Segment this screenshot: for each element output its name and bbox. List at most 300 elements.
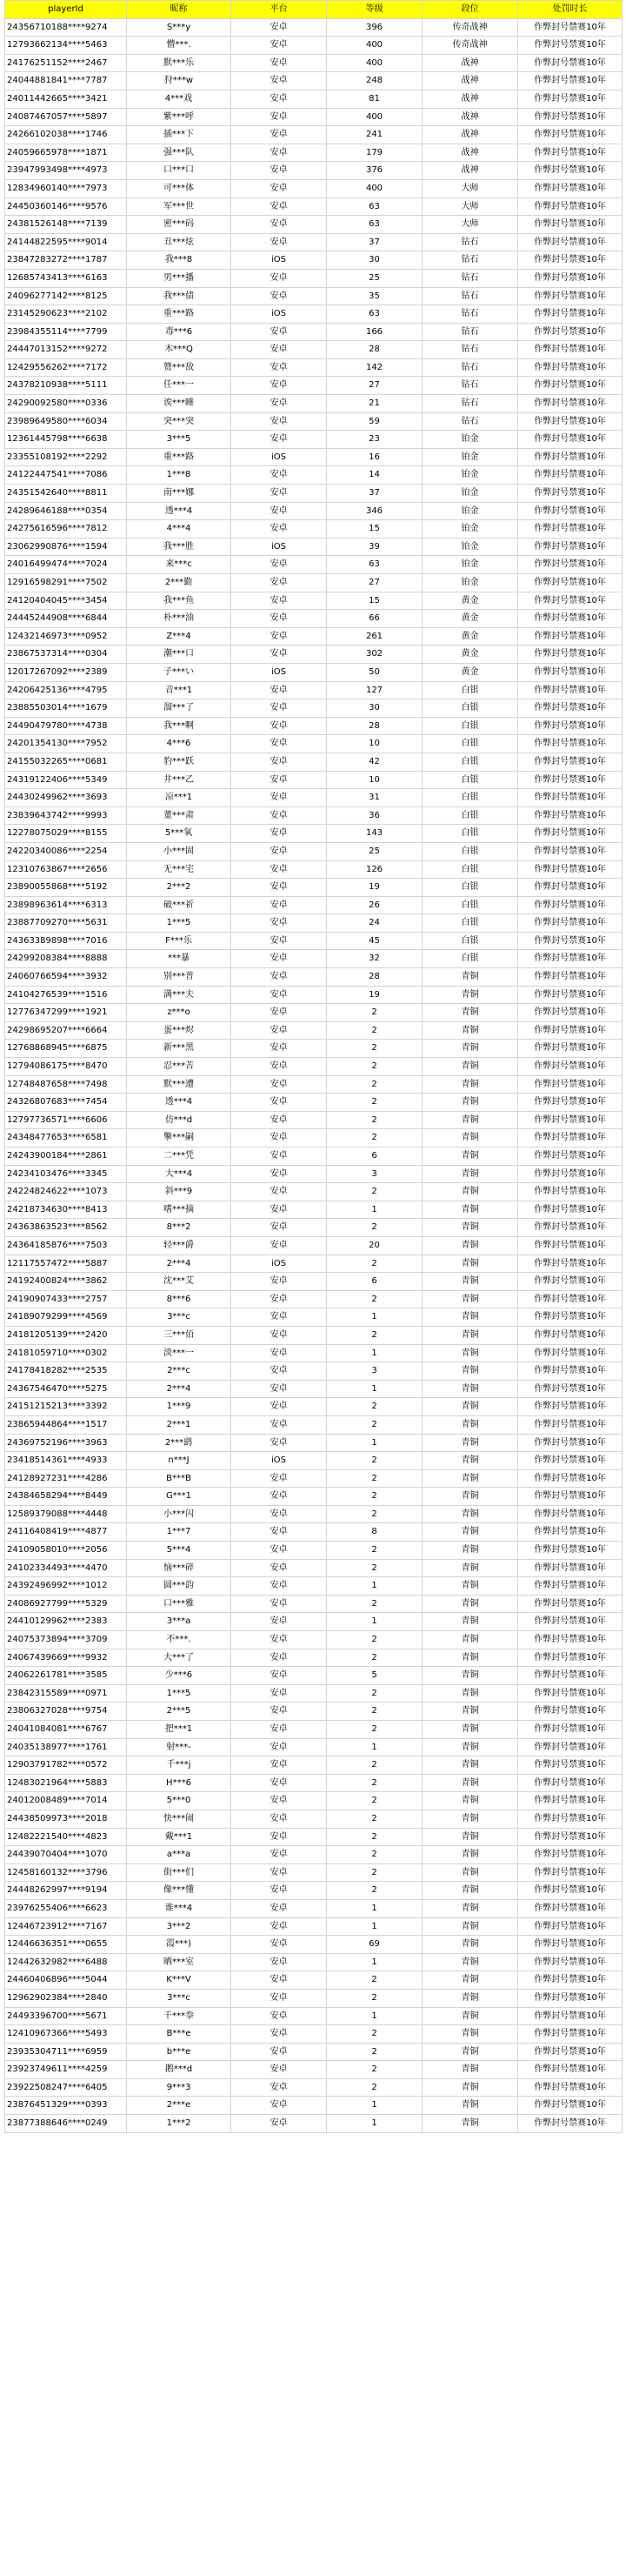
cell-penalty: 作弊封号禁赛10年 xyxy=(518,1398,623,1416)
table-row xyxy=(5,1577,623,1596)
cell-penalty: 作弊封号禁赛10年 xyxy=(518,197,623,216)
cell-rank: 黄金 xyxy=(423,610,518,628)
cell-level: 2 xyxy=(327,1846,423,1864)
cell-player-id: 24109058010****2056 xyxy=(5,1542,127,1560)
cell-nickname: 2***5 xyxy=(127,1703,231,1721)
cell-platform: 安卓 xyxy=(231,1559,327,1577)
table-row xyxy=(5,1721,623,1739)
cell-player-id: 24410129962****2383 xyxy=(5,1613,127,1631)
cell-rank: 青铜 xyxy=(423,1236,518,1255)
cell-player-id: 24144822595****9014 xyxy=(5,233,127,251)
cell-platform: 安卓 xyxy=(231,2043,327,2061)
cell-rank: 白银 xyxy=(423,789,518,807)
cell-platform: 安卓 xyxy=(231,1308,327,1327)
cell-player-id: 24087467057****5897 xyxy=(5,108,127,126)
cell-platform: 安卓 xyxy=(231,2007,327,2025)
cell-rank: 青铜 xyxy=(423,1774,518,1792)
cell-player-id: 24044881841****7787 xyxy=(5,72,127,90)
cell-rank: 青铜 xyxy=(423,2025,518,2044)
cell-platform: 安卓 xyxy=(231,735,327,753)
table-row xyxy=(5,1290,623,1308)
cell-level: 2 xyxy=(327,1398,423,1416)
cell-player-id: 12310763867****2656 xyxy=(5,860,127,879)
cell-nickname: 大***4 xyxy=(127,1165,231,1183)
cell-level: 1 xyxy=(327,2115,423,2133)
cell-penalty: 作弊封号禁赛10年 xyxy=(518,520,623,539)
cell-nickname: 3***2 xyxy=(127,1917,231,1936)
cell-rank: 青铜 xyxy=(423,1344,518,1362)
cell-level: 30 xyxy=(327,699,423,718)
cell-penalty: 作弊封号禁赛10年 xyxy=(518,932,623,950)
cell-nickname: 紫***呼 xyxy=(127,108,231,126)
table-row xyxy=(5,287,623,305)
cell-platform: 安卓 xyxy=(231,825,327,843)
cell-nickname: 强***队 xyxy=(127,144,231,162)
cell-player-id: 24460406896****5044 xyxy=(5,1971,127,1990)
cell-platform: 安卓 xyxy=(231,1971,327,1990)
cell-level: 261 xyxy=(327,627,423,646)
cell-platform: 安卓 xyxy=(231,968,327,987)
cell-penalty: 作弊封号禁赛10年 xyxy=(518,305,623,324)
cell-player-id: 12797736571****6606 xyxy=(5,1111,127,1129)
cell-nickname: 8***2 xyxy=(127,1219,231,1237)
cell-player-id: 24192400824****3862 xyxy=(5,1273,127,1291)
cell-player-id: 24266102038****1746 xyxy=(5,126,127,144)
cell-nickname: 鹅***d xyxy=(127,2061,231,2079)
table-row xyxy=(5,2115,623,2133)
cell-player-id: 24178418282****2535 xyxy=(5,1362,127,1381)
cell-penalty: 作弊封号禁赛10年 xyxy=(518,1953,623,1971)
cell-penalty: 作弊封号禁赛10年 xyxy=(518,627,623,646)
cell-nickname: 赞***敌 xyxy=(127,358,231,377)
cell-penalty: 作弊封号禁赛10年 xyxy=(518,860,623,879)
cell-player-id: 12589379088****4448 xyxy=(5,1505,127,1523)
table-row xyxy=(5,950,623,968)
cell-level: 2 xyxy=(327,2043,423,2061)
table-row xyxy=(5,412,623,431)
cell-platform: 安卓 xyxy=(231,1953,327,1971)
cell-platform: 安卓 xyxy=(231,2097,327,2115)
table-row xyxy=(5,18,623,37)
cell-level: 21 xyxy=(327,395,423,413)
cell-level: 2 xyxy=(327,1971,423,1990)
cell-player-id: 12117557472****5887 xyxy=(5,1255,127,1273)
cell-platform: 安卓 xyxy=(231,1004,327,1022)
cell-rank: 白银 xyxy=(423,699,518,718)
cell-nickname: 霞***) xyxy=(127,1936,231,1954)
cell-level: 5 xyxy=(327,1667,423,1685)
cell-penalty: 作弊封号禁赛10年 xyxy=(518,771,623,789)
cell-nickname: b***e xyxy=(127,2043,231,2061)
table-row xyxy=(5,1398,623,1416)
table-row xyxy=(5,90,623,108)
cell-nickname: 忍***苦 xyxy=(127,1058,231,1076)
cell-level: 14 xyxy=(327,466,423,485)
cell-player-id: 24438509973****2018 xyxy=(5,1810,127,1828)
cell-platform: iOS xyxy=(231,448,327,466)
table-row xyxy=(5,358,623,377)
cell-penalty: 作弊封号禁赛10年 xyxy=(518,556,623,574)
cell-rank: 青铜 xyxy=(423,1201,518,1219)
cell-rank: 青铜 xyxy=(423,2115,518,2133)
cell-penalty: 作弊封号禁赛10年 xyxy=(518,1810,623,1828)
cell-nickname: 小***固 xyxy=(127,842,231,860)
cell-platform: 安卓 xyxy=(231,646,327,664)
cell-penalty: 作弊封号禁赛10年 xyxy=(518,1308,623,1327)
cell-platform: 安卓 xyxy=(231,431,327,449)
cell-rank: 白银 xyxy=(423,753,518,771)
cell-rank: 青铜 xyxy=(423,2078,518,2097)
cell-rank: 青铜 xyxy=(423,1308,518,1327)
cell-level: 24 xyxy=(327,914,423,933)
cell-player-id: 24201354130****7952 xyxy=(5,735,127,753)
cell-platform: 安卓 xyxy=(231,1774,327,1792)
cell-penalty: 作弊封号禁赛10年 xyxy=(518,1613,623,1631)
cell-penalty: 作弊封号禁赛10年 xyxy=(518,1201,623,1219)
cell-platform: 安卓 xyxy=(231,896,327,914)
cell-player-id: 24356710188****9274 xyxy=(5,18,127,37)
cell-nickname: 4***戏 xyxy=(127,90,231,108)
table-row xyxy=(5,1703,623,1721)
column-header-platform: 平台 xyxy=(231,1,327,19)
cell-rank: 钻石 xyxy=(423,395,518,413)
cell-player-id: 24289646188****0354 xyxy=(5,502,127,520)
cell-player-id: 23989649580****6034 xyxy=(5,412,127,431)
table-row xyxy=(5,681,623,699)
table-row xyxy=(5,842,623,860)
cell-rank: 白银 xyxy=(423,771,518,789)
cell-penalty: 作弊封号禁赛10年 xyxy=(518,1721,623,1739)
cell-rank: 青铜 xyxy=(423,1147,518,1166)
cell-level: 20 xyxy=(327,1236,423,1255)
table-row xyxy=(5,1362,623,1381)
cell-penalty: 作弊封号禁赛10年 xyxy=(518,1792,623,1810)
cell-penalty: 作弊封号禁赛10年 xyxy=(518,18,623,37)
table-row xyxy=(5,1434,623,1452)
cell-penalty: 作弊封号禁赛10年 xyxy=(518,179,623,197)
cell-platform: 安卓 xyxy=(231,1989,327,2007)
cell-nickname: 轻***爵 xyxy=(127,1236,231,1255)
cell-rank: 战神 xyxy=(423,54,518,72)
cell-rank: 青铜 xyxy=(423,1165,518,1183)
cell-player-id: 24290092580****0336 xyxy=(5,395,127,413)
cell-level: 32 xyxy=(327,950,423,968)
cell-player-id: 12458160132****3796 xyxy=(5,1863,127,1882)
table-row xyxy=(5,1273,623,1291)
cell-platform: 安卓 xyxy=(231,1721,327,1739)
cell-rank: 白银 xyxy=(423,896,518,914)
cell-level: 28 xyxy=(327,717,423,735)
cell-player-id: 24102334493****4470 xyxy=(5,1559,127,1577)
cell-nickname: 8***6 xyxy=(127,1290,231,1308)
cell-rank: 青铜 xyxy=(423,1863,518,1882)
cell-platform: 安卓 xyxy=(231,269,327,287)
cell-player-id: 24016499474****7024 xyxy=(5,556,127,574)
table-row xyxy=(5,485,623,503)
cell-penalty: 作弊封号禁赛10年 xyxy=(518,1004,623,1022)
cell-player-id: 23885503014****1679 xyxy=(5,699,127,718)
cell-rank: 青铜 xyxy=(423,1415,518,1434)
table-row xyxy=(5,1631,623,1649)
cell-nickname: 2***4 xyxy=(127,1380,231,1398)
cell-level: 26 xyxy=(327,896,423,914)
cell-nickname: ***暴 xyxy=(127,950,231,968)
table-row xyxy=(5,1452,623,1470)
cell-penalty: 作弊封号禁赛10年 xyxy=(518,1040,623,1058)
cell-level: 166 xyxy=(327,323,423,341)
cell-penalty: 作弊封号禁赛10年 xyxy=(518,269,623,287)
cell-nickname: 插***下 xyxy=(127,126,231,144)
table-row xyxy=(5,377,623,395)
cell-nickname: 豹***跃 xyxy=(127,753,231,771)
table-row xyxy=(5,1129,623,1147)
cell-nickname: 大***了 xyxy=(127,1649,231,1667)
table-row xyxy=(5,1863,623,1882)
cell-rank: 青铜 xyxy=(423,2061,518,2079)
cell-player-id: 24181205139****2420 xyxy=(5,1326,127,1344)
cell-player-id: 23355108192****2292 xyxy=(5,448,127,466)
cell-penalty: 作弊封号禁赛10年 xyxy=(518,1846,623,1864)
cell-level: 2 xyxy=(327,1828,423,1846)
cell-platform: 安卓 xyxy=(231,377,327,395)
cell-platform: iOS xyxy=(231,663,327,681)
table-row xyxy=(5,1201,623,1219)
cell-rank: 钻石 xyxy=(423,305,518,324)
cell-nickname: 满***夫 xyxy=(127,986,231,1004)
cell-rank: 青铜 xyxy=(423,1094,518,1112)
cell-rank: 青铜 xyxy=(423,1021,518,1040)
cell-platform: 安卓 xyxy=(231,592,327,610)
table-row xyxy=(5,699,623,718)
cell-platform: 安卓 xyxy=(231,1613,327,1631)
cell-nickname: 晒***室 xyxy=(127,1953,231,1971)
cell-nickname: 不***. xyxy=(127,1631,231,1649)
cell-platform: 安卓 xyxy=(231,950,327,968)
table-row xyxy=(5,1255,623,1273)
cell-nickname: 恼***碎 xyxy=(127,1559,231,1577)
cell-rank: 黄金 xyxy=(423,663,518,681)
cell-rank: 白银 xyxy=(423,860,518,879)
cell-level: 2 xyxy=(327,1290,423,1308)
cell-platform: 安卓 xyxy=(231,1075,327,1094)
cell-player-id: 24490479780****4738 xyxy=(5,717,127,735)
table-row xyxy=(5,305,623,324)
cell-nickname: 无***宅 xyxy=(127,860,231,879)
cell-level: 45 xyxy=(327,932,423,950)
column-header-rank: 段位 xyxy=(423,1,518,19)
cell-nickname: 5***4 xyxy=(127,1542,231,1560)
cell-platform: iOS xyxy=(231,1452,327,1470)
cell-rank: 铂金 xyxy=(423,520,518,539)
cell-nickname: G***1 xyxy=(127,1488,231,1506)
table-row xyxy=(5,1183,623,1201)
cell-nickname: 任***一 xyxy=(127,377,231,395)
cell-nickname: 诶***睡 xyxy=(127,395,231,413)
cell-nickname: 射***- xyxy=(127,1738,231,1756)
cell-penalty: 作弊封号禁赛10年 xyxy=(518,1380,623,1398)
cell-nickname: 南***娜 xyxy=(127,485,231,503)
cell-player-id: 12916598291****7502 xyxy=(5,574,127,592)
cell-platform: 安卓 xyxy=(231,1595,327,1613)
table-row xyxy=(5,610,623,628)
cell-level: 2 xyxy=(327,2078,423,2097)
table-row xyxy=(5,556,623,574)
cell-platform: 安卓 xyxy=(231,1183,327,1201)
cell-platform: 安卓 xyxy=(231,681,327,699)
cell-level: 142 xyxy=(327,358,423,377)
table-row xyxy=(5,2043,623,2061)
cell-platform: 安卓 xyxy=(231,144,327,162)
cell-level: 2 xyxy=(327,1094,423,1112)
table-row xyxy=(5,646,623,664)
table-row xyxy=(5,108,623,126)
cell-rank: 大师 xyxy=(423,197,518,216)
cell-player-id: 24151215213****3392 xyxy=(5,1398,127,1416)
cell-nickname: 4***6 xyxy=(127,735,231,753)
column-header-penalty: 处罚时长 xyxy=(518,1,623,19)
table-row xyxy=(5,1326,623,1344)
cell-nickname: 圆***韵 xyxy=(127,1577,231,1596)
cell-penalty: 作弊封号禁赛10年 xyxy=(518,1971,623,1990)
cell-level: 2 xyxy=(327,1649,423,1667)
cell-level: 25 xyxy=(327,269,423,287)
cell-platform: 安卓 xyxy=(231,717,327,735)
column-header-player-id: playerId xyxy=(5,1,127,19)
cell-level: 127 xyxy=(327,681,423,699)
cell-rank: 铂金 xyxy=(423,466,518,485)
cell-level: 1 xyxy=(327,1953,423,1971)
table-row xyxy=(5,735,623,753)
cell-level: 19 xyxy=(327,986,423,1004)
cell-penalty: 作弊封号禁赛10年 xyxy=(518,1362,623,1381)
cell-platform: 安卓 xyxy=(231,341,327,359)
cell-nickname: 2***e xyxy=(127,2097,231,2115)
cell-level: 179 xyxy=(327,144,423,162)
table-row xyxy=(5,1684,623,1703)
cell-nickname: 我***债 xyxy=(127,287,231,305)
cell-player-id: 24218734630****8413 xyxy=(5,1201,127,1219)
cell-level: 69 xyxy=(327,1936,423,1954)
cell-platform: 安卓 xyxy=(231,466,327,485)
cell-rank: 青铜 xyxy=(423,1129,518,1147)
table-row xyxy=(5,879,623,897)
cell-nickname: 潮***口 xyxy=(127,646,231,664)
cell-platform: 安卓 xyxy=(231,860,327,879)
cell-player-id: 24190907433****2757 xyxy=(5,1290,127,1308)
cell-platform: 安卓 xyxy=(231,54,327,72)
cell-level: 1 xyxy=(327,1380,423,1398)
cell-level: 2 xyxy=(327,1810,423,1828)
table-row xyxy=(5,1613,623,1631)
cell-level: 23 xyxy=(327,431,423,449)
cell-level: 36 xyxy=(327,806,423,825)
cell-player-id: 24116408419****4877 xyxy=(5,1523,127,1542)
cell-player-id: 12482221540****4823 xyxy=(5,1828,127,1846)
cell-platform: 安卓 xyxy=(231,2061,327,2079)
cell-rank: 青铜 xyxy=(423,986,518,1004)
cell-player-id: 23839643742****9993 xyxy=(5,806,127,825)
cell-level: 2 xyxy=(327,1415,423,1434)
cell-rank: 青铜 xyxy=(423,1542,518,1560)
cell-player-id: 24299208384****8888 xyxy=(5,950,127,968)
cell-level: 2 xyxy=(327,1004,423,1022)
cell-player-id: 12278075029****8155 xyxy=(5,825,127,843)
cell-nickname: 口***雅 xyxy=(127,1595,231,1613)
cell-level: 2 xyxy=(327,1882,423,1900)
cell-platform: iOS xyxy=(231,538,327,556)
cell-rank: 钻石 xyxy=(423,287,518,305)
cell-penalty: 作弊封号禁赛10年 xyxy=(518,1147,623,1166)
cell-penalty: 作弊封号禁赛10年 xyxy=(518,54,623,72)
cell-platform: 安卓 xyxy=(231,1523,327,1542)
cell-platform: 安卓 xyxy=(231,1362,327,1381)
cell-penalty: 作弊封号禁赛10年 xyxy=(518,377,623,395)
cell-rank: 青铜 xyxy=(423,1738,518,1756)
cell-penalty: 作弊封号禁赛10年 xyxy=(518,1273,623,1291)
table-row xyxy=(5,914,623,933)
cell-player-id: 24348477653****6581 xyxy=(5,1129,127,1147)
cell-penalty: 作弊封号禁赛10年 xyxy=(518,896,623,914)
cell-nickname: 凉***1 xyxy=(127,789,231,807)
cell-player-id: 12962902384****2840 xyxy=(5,1989,127,2007)
cell-penalty: 作弊封号禁赛10年 xyxy=(518,2097,623,2115)
cell-player-id: 24326807683****7454 xyxy=(5,1094,127,1112)
cell-rank: 战神 xyxy=(423,162,518,180)
cell-nickname: 别***普 xyxy=(127,968,231,987)
cell-penalty: 作弊封号禁赛10年 xyxy=(518,90,623,108)
table-row xyxy=(5,1792,623,1810)
cell-platform: 安卓 xyxy=(231,1863,327,1882)
cell-nickname: 2***勤 xyxy=(127,574,231,592)
cell-player-id: 24128927231****4286 xyxy=(5,1469,127,1488)
cell-player-id: 24367546470****5275 xyxy=(5,1380,127,1398)
cell-penalty: 作弊封号禁赛10年 xyxy=(518,1863,623,1882)
cell-penalty: 作弊封号禁赛10年 xyxy=(518,1058,623,1076)
cell-player-id: 24120404045****3454 xyxy=(5,592,127,610)
cell-platform: 安卓 xyxy=(231,197,327,216)
cell-nickname: 我***鱼 xyxy=(127,592,231,610)
table-row xyxy=(5,1111,623,1129)
cell-player-id: 24075373894****3709 xyxy=(5,1631,127,1649)
cell-rank: 青铜 xyxy=(423,1936,518,1954)
cell-player-id: 24493396700****5671 xyxy=(5,2007,127,2025)
cell-nickname: S***y xyxy=(127,18,231,37)
table-row xyxy=(5,502,623,520)
cell-nickname: 可***体 xyxy=(127,179,231,197)
ban-list-table xyxy=(4,0,623,2133)
cell-penalty: 作弊封号禁赛10年 xyxy=(518,1667,623,1685)
cell-platform: 安卓 xyxy=(231,914,327,933)
cell-player-id: 12685743413****6163 xyxy=(5,269,127,287)
cell-player-id: 24104276539****1516 xyxy=(5,986,127,1004)
cell-rank: 钻石 xyxy=(423,358,518,377)
cell-level: 2 xyxy=(327,1684,423,1703)
cell-penalty: 作弊封号禁赛10年 xyxy=(518,1882,623,1900)
cell-rank: 青铜 xyxy=(423,1828,518,1846)
cell-nickname: 1***8 xyxy=(127,466,231,485)
cell-level: 2 xyxy=(327,1595,423,1613)
cell-rank: 青铜 xyxy=(423,1469,518,1488)
cell-platform: 安卓 xyxy=(231,108,327,126)
cell-platform: 安卓 xyxy=(231,2115,327,2133)
cell-penalty: 作弊封号禁赛10年 xyxy=(518,986,623,1004)
cell-rank: 青铜 xyxy=(423,1434,518,1452)
cell-level: 63 xyxy=(327,305,423,324)
cell-level: 25 xyxy=(327,842,423,860)
cell-rank: 青铜 xyxy=(423,1004,518,1022)
cell-platform: 安卓 xyxy=(231,1899,327,1917)
table-row xyxy=(5,1828,623,1846)
